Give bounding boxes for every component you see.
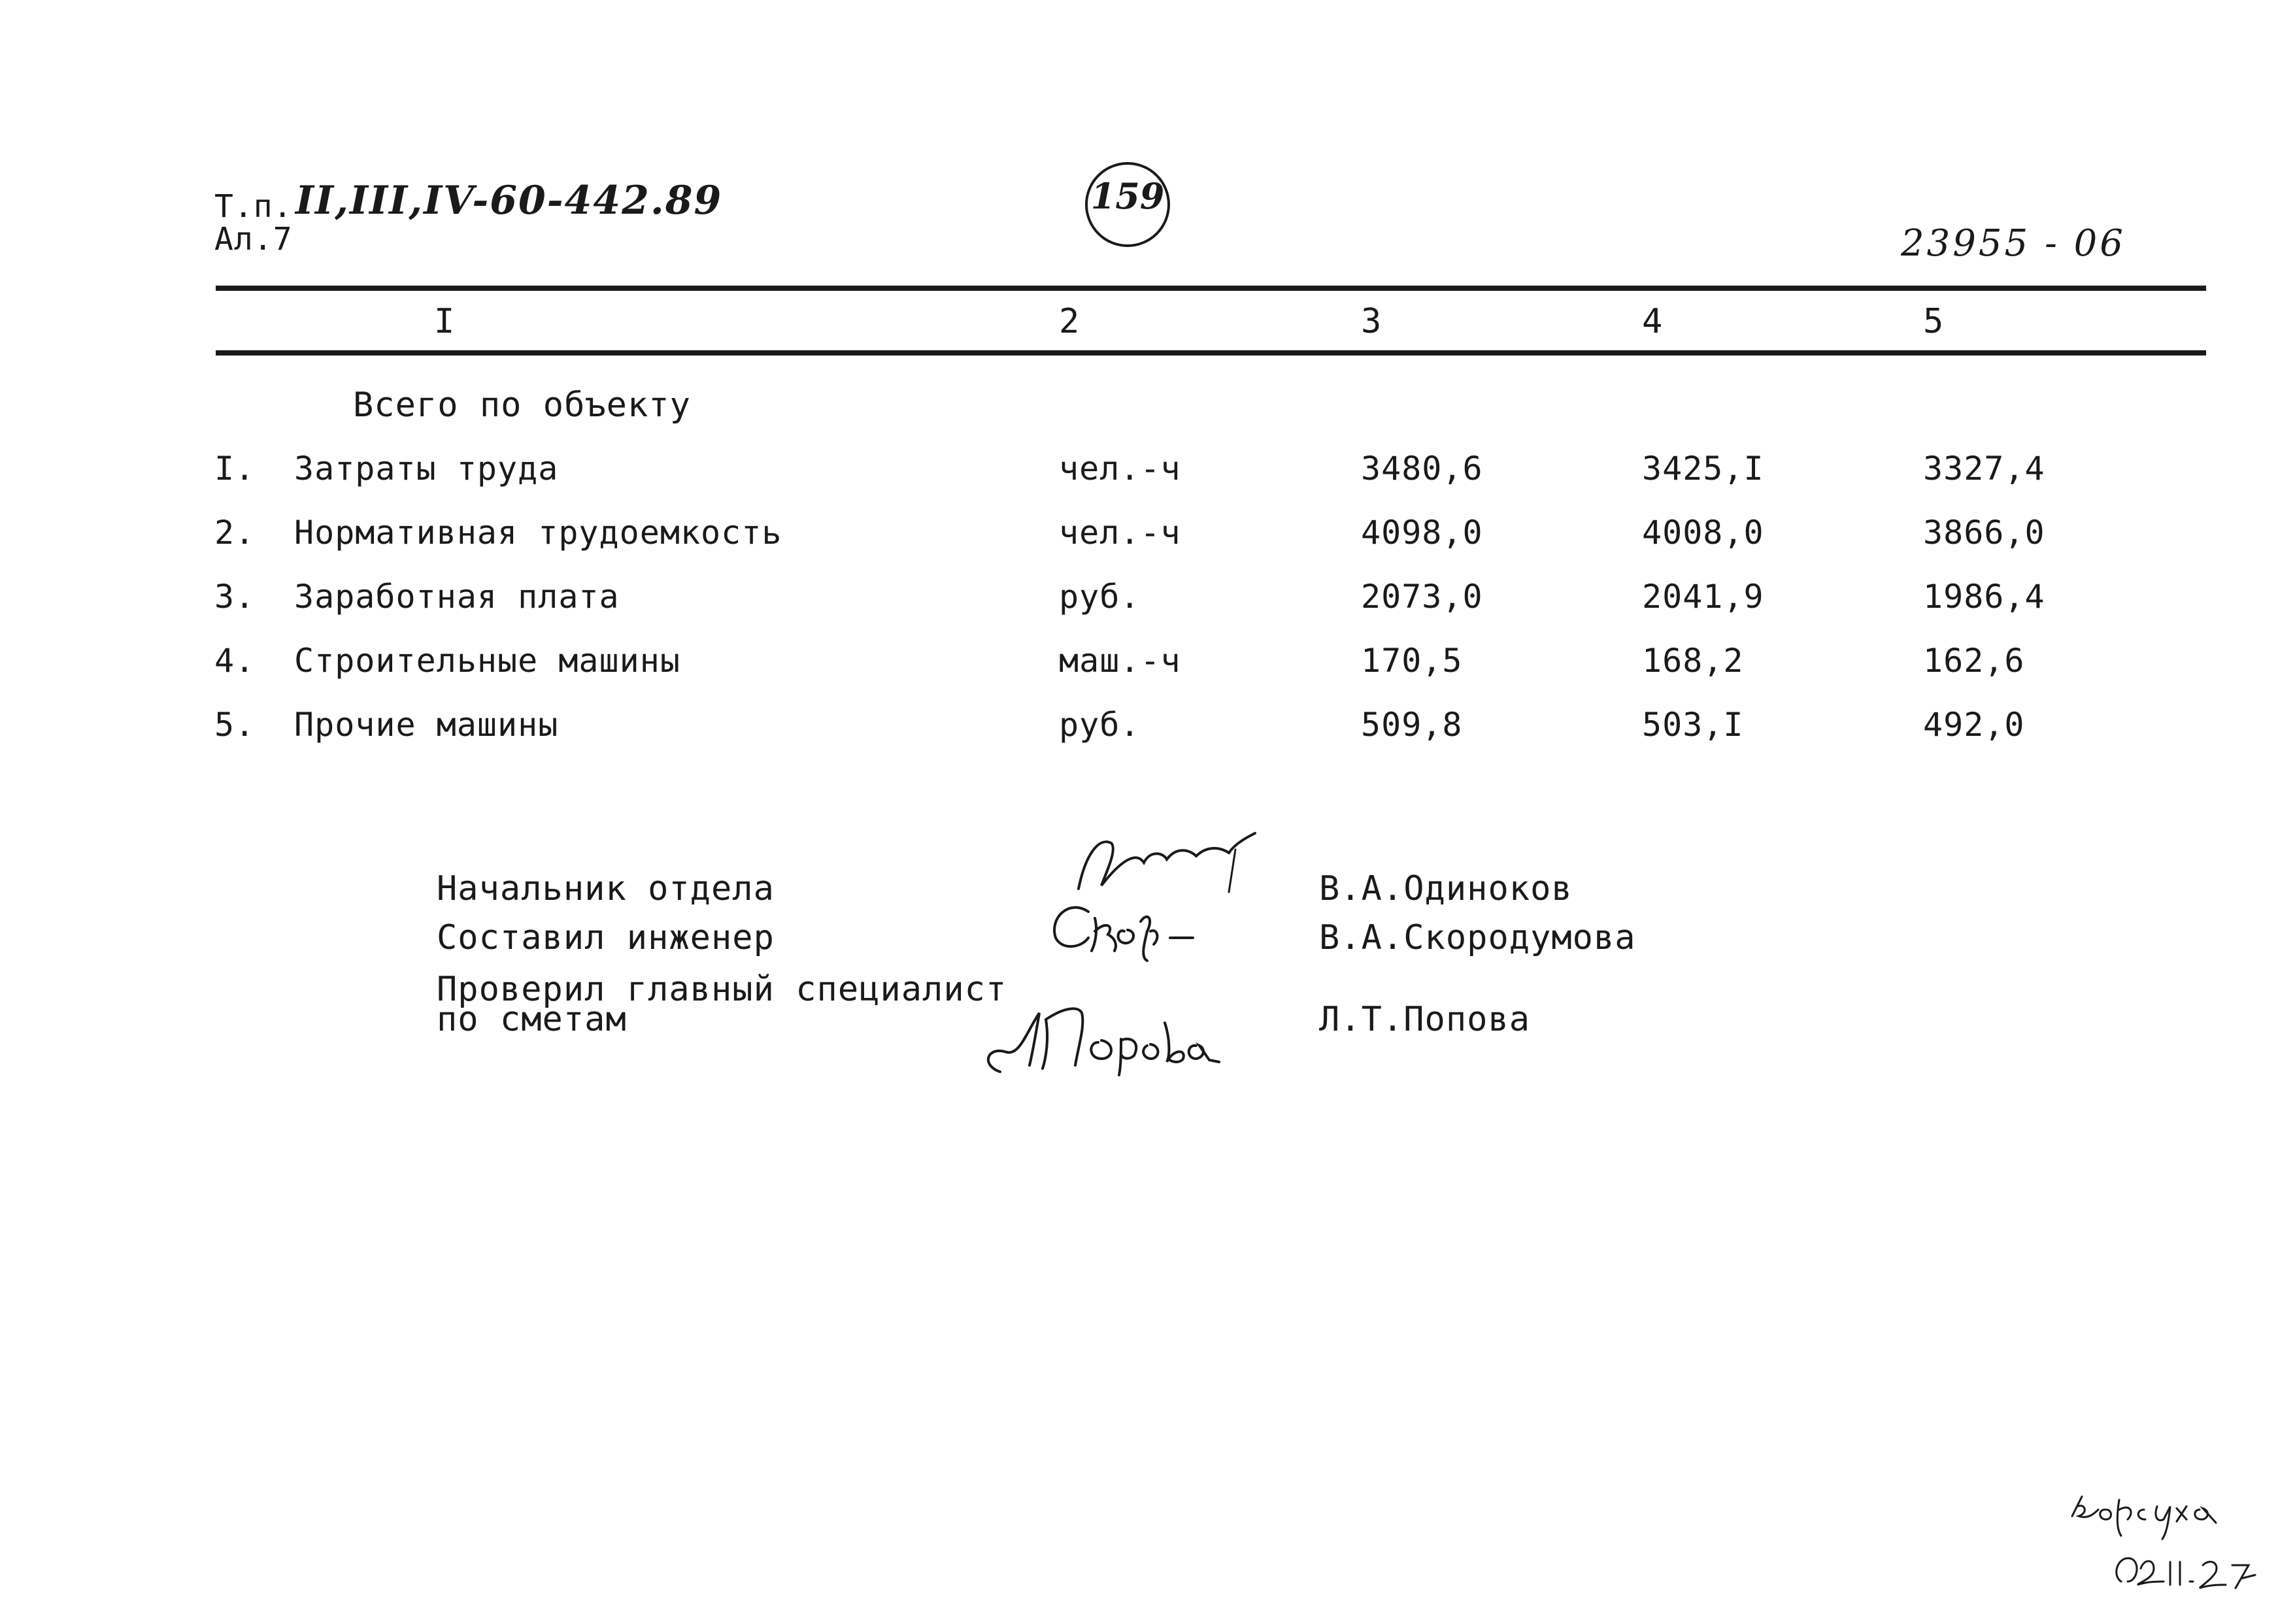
checker-position-line2: по сметам <box>437 1000 627 1039</box>
row-unit: чел.-ч <box>1059 450 1181 488</box>
row-number: 2. <box>214 514 256 552</box>
row-value-col5: 3327,4 <box>1923 450 2045 488</box>
row-name: Заработная плата <box>294 578 620 616</box>
series-number-handwritten: II,III,IV-60-442.89 <box>295 178 723 224</box>
row-value-col4: 2041,9 <box>1642 578 1764 616</box>
row-unit: руб. <box>1059 706 1141 744</box>
head-name: В.А.Одиноков <box>1319 869 1573 908</box>
row-name: Строительные машины <box>294 642 680 680</box>
column-header-3: 3 <box>1361 302 1382 341</box>
checker-signature <box>974 993 1235 1085</box>
row-value-col3: 3480,6 <box>1361 450 1483 488</box>
row-value-col4: 503,I <box>1642 706 1744 744</box>
checker-name: Л.Т.Попова <box>1319 1000 1531 1039</box>
column-header-4: 4 <box>1642 302 1664 341</box>
row-value-col5: 3866,0 <box>1923 514 2045 552</box>
row-number: 3. <box>214 578 256 616</box>
row-value-col3: 4098,0 <box>1361 514 1483 552</box>
page-number: 159 <box>1090 175 1165 217</box>
column-header-1: I <box>434 302 456 341</box>
row-value-col4: 4008,0 <box>1642 514 1764 552</box>
row-unit: маш.-ч <box>1059 642 1181 680</box>
row-value-col3: 2073,0 <box>1361 578 1483 616</box>
row-value-col5: 1986,4 <box>1923 578 2045 616</box>
table-subheading: Всего по объекту <box>353 386 691 425</box>
author-position: Составил инженер <box>437 918 775 957</box>
row-name: Прочие машины <box>294 706 559 744</box>
author-name: В.А.Скородумова <box>1319 918 1636 957</box>
row-unit: чел.-ч <box>1059 514 1181 552</box>
row-value-col3: 509,8 <box>1361 706 1463 744</box>
author-signature <box>1043 892 1213 964</box>
table-header-rule <box>216 350 2206 356</box>
row-number: I. <box>214 450 256 488</box>
row-value-col4: 168,2 <box>1642 642 1744 680</box>
column-header-2: 2 <box>1059 302 1080 341</box>
row-name: Затраты труда <box>294 450 559 488</box>
row-value-col5: 162,6 <box>1923 642 2025 680</box>
row-value-col4: 3425,I <box>1642 450 1764 488</box>
head-position: Начальник отдела <box>437 869 775 908</box>
row-number: 4. <box>214 642 256 680</box>
column-header-5: 5 <box>1923 302 1945 341</box>
row-value-col3: 170,5 <box>1361 642 1463 680</box>
row-value-col5: 492,0 <box>1923 706 2025 744</box>
control-annotation <box>2059 1483 2275 1601</box>
table-top-rule <box>216 286 2206 291</box>
checker-position-line1: Проверил главный специалист <box>437 970 1007 1009</box>
row-unit: руб. <box>1059 578 1141 616</box>
document-code: 23955 - 06 <box>1901 222 2126 265</box>
series-prefix: Т.п. <box>214 188 293 225</box>
row-number: 5. <box>214 706 256 744</box>
head-signature <box>1039 830 1262 902</box>
row-name: Нормативная трудоемкость <box>294 514 782 552</box>
album-label: Ал.7 <box>214 221 293 257</box>
